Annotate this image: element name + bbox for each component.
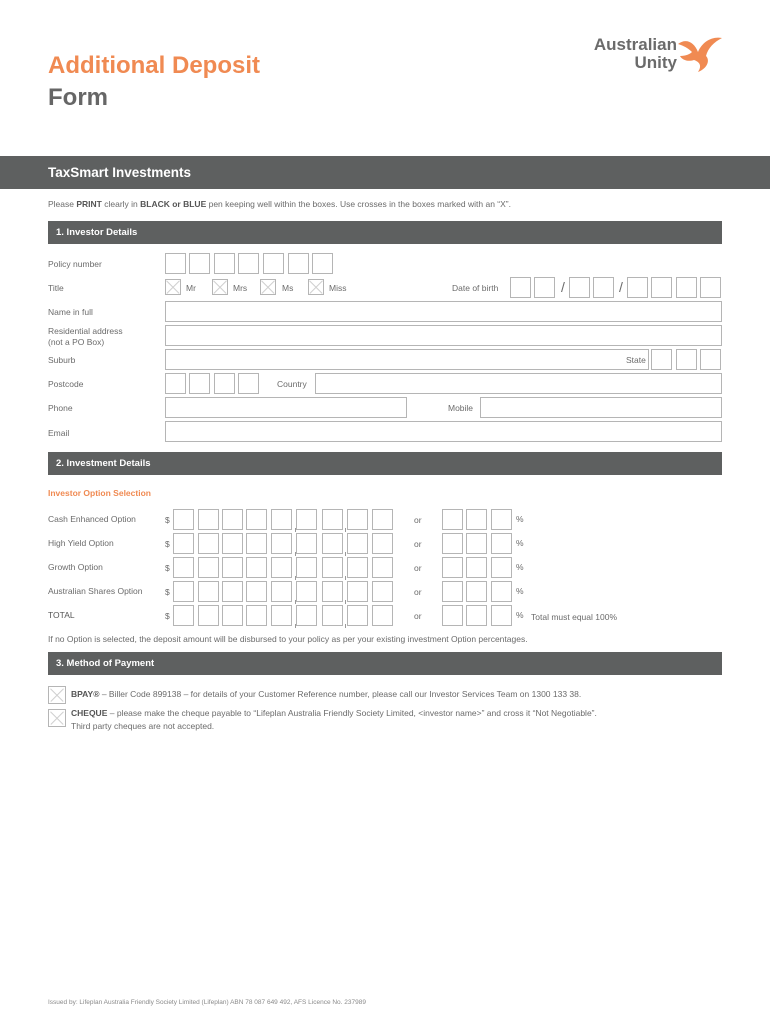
- policy-digit-box[interactable]: [238, 253, 259, 274]
- percent-digit-box[interactable]: [442, 509, 463, 530]
- or-label: or: [414, 587, 422, 597]
- state-box[interactable]: [676, 349, 697, 370]
- or-label: or: [414, 611, 422, 621]
- percent-digit-box[interactable]: [491, 533, 512, 554]
- form-subtitle: Form: [48, 84, 108, 111]
- cheque-checkbox[interactable]: [48, 709, 66, 727]
- amount-digit-box[interactable]: [246, 557, 267, 578]
- amount-digit-box[interactable]: [372, 581, 393, 602]
- thousands-separator-mark: [345, 528, 346, 532]
- currency-symbol: $: [165, 539, 170, 549]
- amount-digit-box[interactable]: [322, 509, 343, 530]
- amount-digit-box[interactable]: [222, 509, 243, 530]
- amount-digit-box[interactable]: [296, 557, 317, 578]
- postcode-box[interactable]: [214, 373, 235, 394]
- total-amount-digit-box[interactable]: [173, 605, 194, 626]
- amount-digit-box[interactable]: [347, 557, 368, 578]
- amount-digit-box[interactable]: [322, 557, 343, 578]
- policy-digit-box[interactable]: [165, 253, 186, 274]
- policy-digit-box[interactable]: [263, 253, 284, 274]
- country-field[interactable]: [315, 373, 722, 394]
- option-label: Australian Shares Option: [48, 586, 143, 596]
- amount-digit-box[interactable]: [347, 509, 368, 530]
- amount-digit-box[interactable]: [173, 581, 194, 602]
- amount-digit-box[interactable]: [271, 557, 292, 578]
- brand-line1: Australian: [593, 35, 677, 54]
- cheque-line1: [71, 707, 597, 720]
- total-amount-digit-box[interactable]: [222, 605, 243, 626]
- thousands-separator-mark: [345, 552, 346, 556]
- total-amount-digit-box[interactable]: [198, 605, 219, 626]
- amount-digit-box[interactable]: [246, 509, 267, 530]
- thousands-separator-mark: [295, 576, 296, 580]
- title-miss-checkbox[interactable]: [308, 279, 324, 295]
- address-field[interactable]: [165, 325, 722, 346]
- amount-digit-box[interactable]: [246, 581, 267, 602]
- phone-field[interactable]: [165, 397, 407, 418]
- bpay-label: BPAY®: [71, 689, 100, 699]
- title-mr-label: Mr: [186, 283, 196, 293]
- dob-month-box[interactable]: [569, 277, 590, 298]
- instructions-part3: pen keeping well within the boxes. Use crosses in the boxes marked with an “X”.: [206, 199, 511, 209]
- percent-symbol: %: [516, 514, 524, 524]
- title-mrs-label: Mrs: [233, 283, 248, 293]
- dob-year-box[interactable]: [651, 277, 672, 298]
- state-box[interactable]: [651, 349, 672, 370]
- dob-separator: /: [619, 279, 623, 295]
- amount-digit-box[interactable]: [198, 557, 219, 578]
- percent-digit-box[interactable]: [491, 581, 512, 602]
- name-field[interactable]: [165, 301, 722, 322]
- bird-logo-icon: [672, 32, 724, 74]
- percent-digit-box[interactable]: [491, 509, 512, 530]
- title-mr-checkbox[interactable]: [165, 279, 181, 295]
- amount-digit-box[interactable]: [222, 533, 243, 554]
- section-method-of-payment: 3. Method of Payment: [48, 652, 722, 675]
- amount-digit-box[interactable]: [222, 581, 243, 602]
- thousands-separator-mark: [345, 576, 346, 580]
- instructions-part1: Please: [48, 199, 77, 209]
- title-miss-label: Miss: [329, 283, 347, 293]
- dob-separator: /: [561, 279, 565, 295]
- currency-symbol: $: [165, 611, 170, 621]
- instructions: [48, 199, 511, 209]
- policy-digit-box[interactable]: [214, 253, 235, 274]
- state-label: State: [626, 355, 646, 365]
- currency-symbol: $: [165, 563, 170, 573]
- postcode-box[interactable]: [238, 373, 259, 394]
- amount-digit-box[interactable]: [322, 581, 343, 602]
- or-label: or: [414, 539, 422, 549]
- amount-digit-box[interactable]: [198, 533, 219, 554]
- amount-digit-box[interactable]: [173, 509, 194, 530]
- thousands-separator-mark: [295, 600, 296, 604]
- bpay-option: [71, 688, 581, 701]
- amount-digit-box[interactable]: [173, 557, 194, 578]
- postcode-label: Postcode: [48, 379, 84, 389]
- total-amount-digit-box[interactable]: [372, 605, 393, 626]
- total-amount-digit-box[interactable]: [246, 605, 267, 626]
- amount-digit-box[interactable]: [173, 533, 194, 554]
- total-percent-digit-box[interactable]: [442, 605, 463, 626]
- email-field[interactable]: [165, 421, 722, 442]
- amount-digit-box[interactable]: [296, 581, 317, 602]
- phone-label: Phone: [48, 403, 73, 413]
- percent-digit-box[interactable]: [466, 581, 487, 602]
- percent-symbol: %: [516, 562, 524, 572]
- email-label: Email: [48, 428, 70, 438]
- total-percent-digit-box[interactable]: [491, 605, 512, 626]
- amount-digit-box[interactable]: [271, 533, 292, 554]
- total-label: TOTAL: [48, 610, 75, 620]
- dob-year-box[interactable]: [700, 277, 721, 298]
- instructions-colors: BLACK or BLUE: [140, 199, 207, 209]
- state-box[interactable]: [700, 349, 721, 370]
- investor-option-heading: Investor Option Selection: [48, 488, 151, 498]
- country-label: Country: [277, 379, 307, 389]
- investment-note: If no Option is selected, the deposit amount will be disbursed to your policy as per your existing investment Option percentages.: [48, 634, 528, 644]
- percent-symbol: %: [516, 586, 524, 596]
- policy-digit-box[interactable]: [312, 253, 333, 274]
- amount-digit-box[interactable]: [271, 509, 292, 530]
- total-note: Total must equal 100%: [531, 612, 617, 622]
- amount-digit-box[interactable]: [372, 557, 393, 578]
- address-label-line1: Residential address: [48, 326, 123, 336]
- policy-number-label: Policy number: [48, 259, 102, 269]
- total-amount-digit-box[interactable]: [271, 605, 292, 626]
- amount-digit-box[interactable]: [246, 533, 267, 554]
- dob-year-box[interactable]: [627, 277, 648, 298]
- dob-day-box[interactable]: [534, 277, 555, 298]
- thousands-separator-mark: [345, 624, 346, 628]
- total-amount-digit-box[interactable]: [296, 605, 317, 626]
- footer-issuer: Issued by: Lifeplan Australia Friendly Society Limited (Lifeplan) ABN 78 087 649 492, AFS Licence No. 237989: [48, 999, 366, 1006]
- policy-digit-box[interactable]: [189, 253, 210, 274]
- thousands-separator-mark: [345, 600, 346, 604]
- thousands-separator-mark: [295, 624, 296, 628]
- amount-digit-box[interactable]: [347, 581, 368, 602]
- amount-digit-box[interactable]: [322, 533, 343, 554]
- percent-digit-box[interactable]: [491, 557, 512, 578]
- address-label: [48, 326, 123, 348]
- option-label: Growth Option: [48, 562, 103, 572]
- percent-digit-box[interactable]: [466, 533, 487, 554]
- instructions-print: PRINT: [76, 199, 102, 209]
- postcode-box[interactable]: [189, 373, 210, 394]
- amount-digit-box[interactable]: [198, 509, 219, 530]
- amount-digit-box[interactable]: [271, 581, 292, 602]
- or-label: or: [414, 515, 422, 525]
- cheque-label: CHEQUE: [71, 708, 108, 718]
- mobile-field[interactable]: [480, 397, 722, 418]
- section-investment-details: 2. Investment Details: [48, 452, 722, 475]
- amount-digit-box[interactable]: [372, 533, 393, 554]
- total-amount-digit-box[interactable]: [322, 605, 343, 626]
- percent-symbol: %: [516, 610, 524, 620]
- or-label: or: [414, 563, 422, 573]
- bpay-text: – Biller Code 899138 – for details of your Customer Reference number, please call our Investor Services Team on 1300 133 38.: [99, 689, 582, 699]
- title-ms-checkbox[interactable]: [260, 279, 276, 295]
- thousands-separator-mark: [295, 552, 296, 556]
- amount-digit-box[interactable]: [347, 533, 368, 554]
- total-percent-digit-box[interactable]: [466, 605, 487, 626]
- dob-month-box[interactable]: [593, 277, 614, 298]
- total-amount-digit-box[interactable]: [347, 605, 368, 626]
- thousands-separator-mark: [295, 528, 296, 532]
- title-ms-label: Ms: [282, 283, 294, 293]
- cheque-line2: Third party cheques are not accepted.: [71, 721, 215, 731]
- brand-line2: Unity: [634, 53, 677, 72]
- cheque-option: [71, 707, 597, 733]
- amount-digit-box[interactable]: [296, 533, 317, 554]
- section-investor-details: 1. Investor Details: [48, 221, 722, 244]
- amount-digit-box[interactable]: [372, 509, 393, 530]
- amount-digit-box[interactable]: [198, 581, 219, 602]
- percent-digit-box[interactable]: [442, 533, 463, 554]
- percent-symbol: %: [516, 538, 524, 548]
- cheque-text: – please make the cheque payable to “Lifeplan Australia Friendly Society Limited, <investor name>” and cross it “Not Negotiable”.: [107, 708, 597, 718]
- mobile-label: Mobile: [448, 403, 474, 413]
- percent-digit-box[interactable]: [466, 557, 487, 578]
- dob-day-box[interactable]: [510, 277, 531, 298]
- instructions-part2: clearly in: [101, 199, 141, 209]
- address-label-line2: (not a PO Box): [48, 337, 105, 347]
- suburb-field[interactable]: [165, 349, 649, 370]
- dob-label: Date of birth: [452, 283, 499, 293]
- postcode-box[interactable]: [165, 373, 186, 394]
- amount-digit-box[interactable]: [222, 557, 243, 578]
- suburb-label: Suburb: [48, 355, 76, 365]
- title-mrs-checkbox[interactable]: [212, 279, 228, 295]
- percent-digit-box[interactable]: [442, 581, 463, 602]
- dob-year-box[interactable]: [676, 277, 697, 298]
- option-label: Cash Enhanced Option: [48, 514, 136, 524]
- form-title: Additional Deposit: [48, 52, 260, 79]
- brand-logo: [575, 36, 677, 72]
- currency-symbol: $: [165, 587, 170, 597]
- percent-digit-box[interactable]: [466, 509, 487, 530]
- policy-digit-box[interactable]: [288, 253, 309, 274]
- amount-digit-box[interactable]: [296, 509, 317, 530]
- name-label: Name in full: [48, 307, 93, 317]
- bpay-checkbox[interactable]: [48, 686, 66, 704]
- currency-symbol: $: [165, 515, 170, 525]
- product-title: TaxSmart Investments: [48, 165, 192, 180]
- option-label: High Yield Option: [48, 538, 114, 548]
- percent-digit-box[interactable]: [442, 557, 463, 578]
- title-label: Title: [48, 283, 64, 293]
